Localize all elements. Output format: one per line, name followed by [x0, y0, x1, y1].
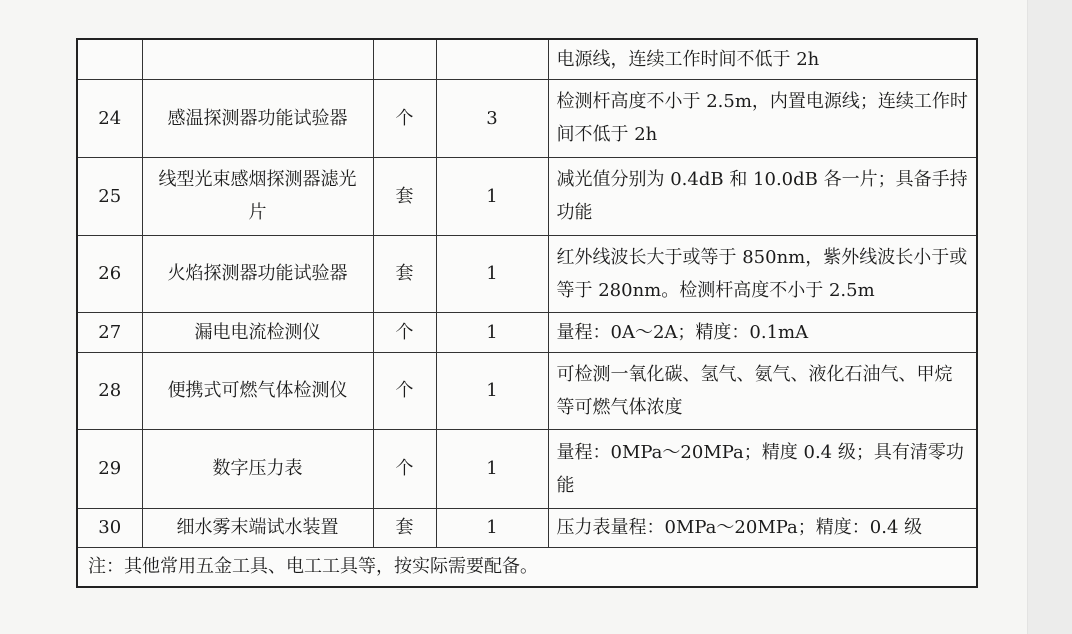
requirement: 可检测一氧化碳、氢气、氨气、液化石油气、甲烷等可燃气体浓度: [548, 352, 977, 429]
requirement: 量程：0MPa〜20MPa；精度 0.4 级；具有清零功能: [548, 429, 977, 508]
table-row: [77, 429, 977, 508]
row-number: 28: [77, 352, 142, 429]
equipment-name: 线型光束感烟探测器滤光片: [142, 157, 373, 235]
equipment-name: 感温探测器功能试验器: [142, 79, 373, 157]
quantity: 1: [436, 429, 548, 508]
row-number: 25: [77, 157, 142, 235]
table-row: [77, 312, 977, 352]
table-note: 注：其他常用五金工具、电工工具等，按实际需要配备。: [77, 547, 977, 587]
requirement: 压力表量程：0MPa〜20MPa；精度：0.4 级: [548, 508, 977, 547]
equipment-name: 数字压力表: [142, 429, 373, 508]
row-number: 30: [77, 508, 142, 547]
quantity: 1: [436, 508, 548, 547]
equipment-name: [142, 39, 373, 79]
equipment-name: 便携式可燃气体检测仪: [142, 352, 373, 429]
equipment-name: 细水雾末端试水装置: [142, 508, 373, 547]
unit: 个: [373, 79, 436, 157]
quantity: 1: [436, 157, 548, 235]
equipment-name: 火焰探测器功能试验器: [142, 235, 373, 312]
quantity: [436, 39, 548, 79]
table-row: [77, 79, 977, 157]
table-note-row: [77, 547, 977, 587]
unit: 个: [373, 352, 436, 429]
quantity: 1: [436, 312, 548, 352]
unit: 套: [373, 508, 436, 547]
table-row: [77, 235, 977, 312]
quantity: 3: [436, 79, 548, 157]
row-number: [77, 39, 142, 79]
equipment-table: [76, 38, 978, 588]
page-edge-shadow: [1027, 0, 1072, 634]
row-number: 26: [77, 235, 142, 312]
requirement: 红外线波长大于或等于 850nm，紫外线波长小于或等于 280nm。检测杆高度不小于 2.5m: [548, 235, 977, 312]
equipment-name: 漏电电流检测仪: [142, 312, 373, 352]
row-number: 29: [77, 429, 142, 508]
unit: 套: [373, 235, 436, 312]
table-row: [77, 157, 977, 235]
requirement: 量程：0A〜2A；精度：0.1mA: [548, 312, 977, 352]
table-row: [77, 39, 977, 79]
row-number: 27: [77, 312, 142, 352]
requirement: 电源线，连续工作时间不低于 2h: [548, 39, 977, 79]
table-row: [77, 508, 977, 547]
table-row: [77, 352, 977, 429]
quantity: 1: [436, 235, 548, 312]
requirement: 检测杆高度不小于 2.5m，内置电源线；连续工作时间不低于 2h: [548, 79, 977, 157]
unit: 套: [373, 157, 436, 235]
unit: 个: [373, 429, 436, 508]
quantity: 1: [436, 352, 548, 429]
unit: [373, 39, 436, 79]
requirement: 减光值分别为 0.4dB 和 10.0dB 各一片；具备手持功能: [548, 157, 977, 235]
unit: 个: [373, 312, 436, 352]
row-number: 24: [77, 79, 142, 157]
